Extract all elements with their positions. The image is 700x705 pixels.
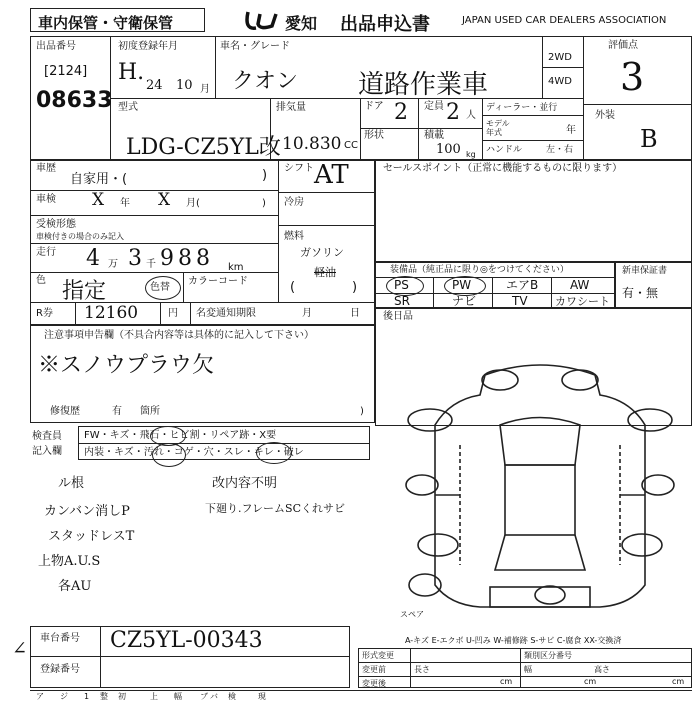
model-label: 型式: [118, 102, 138, 113]
mileage-sen-label: 千: [146, 259, 156, 270]
footer-cell-1: ア: [36, 692, 44, 701]
recycle-value: 12160: [84, 303, 139, 323]
recycle-label: R券: [36, 308, 53, 319]
registration-era: H.: [118, 60, 145, 85]
mileage-sen: 3: [128, 246, 142, 271]
after-label: 変更後: [362, 679, 386, 688]
equip-navi: ナビ: [452, 294, 477, 308]
load-label: 積載: [424, 130, 444, 141]
registration-month-suffix: 月: [200, 84, 210, 95]
length-unit: cm: [500, 677, 513, 686]
capacity-value: 2: [446, 100, 460, 125]
handle-options: 左・右: [546, 145, 574, 155]
footer-cell-5: 初: [118, 692, 126, 701]
registration-label: 初度登録年月: [118, 41, 178, 52]
warranty-label: 新車保証書: [622, 266, 668, 276]
warranty-value: 有・無: [622, 286, 659, 300]
footer-cell-3: 1: [84, 692, 90, 701]
mileage-man-label: 万: [108, 259, 118, 270]
registration-month: 10: [176, 78, 193, 93]
model-year-suffix: 年: [566, 125, 576, 136]
inspector-row-2: 内装・キズ・汚れ・コゲ・穴・スレ・キレ・破レ: [84, 447, 304, 458]
inspector-row-1: FW・キズ・飛石・ヒビ割・リペア跡・X要: [84, 430, 277, 441]
doors-value: 2: [394, 100, 408, 125]
lot-sub-number: [2124]: [44, 64, 88, 79]
equip-airbag: エアB: [506, 278, 539, 292]
vehicle-damage-diagram: [400, 355, 690, 625]
score-value: 3: [620, 55, 645, 99]
load-value: 100: [436, 142, 461, 157]
rear-items-label: 後日品: [383, 311, 413, 322]
lot-number: 08633: [36, 88, 113, 113]
dealer-label: ディーラー・並行: [486, 103, 558, 113]
inspection-month-mark: X: [158, 190, 171, 210]
hw-note-left-5: 各AU: [58, 579, 92, 594]
hw-note-left-1: ル根: [58, 476, 85, 491]
mileage-man: 4: [86, 246, 100, 271]
footer-cell-2: ジ: [60, 692, 68, 701]
equip-sr: SR: [394, 294, 410, 308]
sales-points-label: セールスポイント（正常に機能するものに限ります）: [383, 163, 623, 174]
capacity-unit: 人: [466, 110, 476, 121]
footer-cell-10: 検: [228, 692, 236, 701]
drive-4wd: 4WD: [548, 76, 572, 87]
association-name: JAPAN USED CAR DEALERS ASSOCIATION: [462, 15, 667, 26]
hw-note-right-2: 下廻り.フレームSCくれサビ: [205, 502, 346, 515]
ps-circle: [386, 276, 424, 296]
damage-legend: A-キズ E-エクボ U-凹み W-補修跡 S-サビ C-腐食 XX-交換済: [405, 636, 622, 645]
registration-number-label: 登録番号: [40, 664, 80, 675]
hw-note-left-4: 上物A.U.S: [38, 554, 101, 569]
footer-cell-8: ブ: [200, 692, 208, 701]
drive-2wd: 2WD: [548, 52, 572, 63]
equipment-label: 装備品（純正品に限り◎をつけてください）: [390, 265, 569, 275]
hw-note-right-1: 改内容不明: [212, 476, 278, 491]
shape-label: 形状: [364, 130, 384, 141]
model-year-label: モデル 年式: [486, 119, 510, 137]
footer-cell-4: 整: [100, 692, 108, 701]
history-label: 車歴: [36, 163, 56, 174]
fuel-option2: 軽油: [314, 266, 336, 279]
vehicle-name-label: 車名・グレード: [220, 41, 290, 52]
fuel-value: ガソリン: [300, 246, 344, 259]
shift-label: シフト: [284, 163, 314, 174]
accept-note: 車検付きの場合のみ記入: [36, 232, 124, 241]
hw-note-left-2: カンバン消しP: [44, 504, 130, 519]
height-label: 高さ: [594, 665, 610, 674]
pw-circle: [444, 276, 486, 296]
displacement-label: 排気量: [276, 102, 306, 113]
equip-aw: AW: [570, 278, 590, 292]
displacement-unit: CC: [344, 140, 358, 151]
capacity-label: 定員: [424, 101, 444, 112]
inspector-label-1: 検査員: [32, 431, 62, 442]
name-change-month: 月: [302, 308, 312, 319]
vehicle-grade: 道路作業車: [358, 70, 489, 100]
footer-cell-6: 上: [150, 692, 158, 701]
handle-label: ハンドル: [486, 145, 523, 155]
sales-points-box: [375, 160, 692, 262]
recycle-unit: 円: [168, 308, 178, 319]
repair-label: 修復歴: [50, 406, 80, 417]
repair-value: 有: [112, 406, 122, 417]
scribble-circle-2: [152, 443, 186, 467]
repair-location: 箇所: [140, 406, 160, 417]
name-change-label: 名変通知期限: [196, 308, 256, 319]
inspection-close: ): [262, 198, 266, 209]
fuel-label: 燃料: [284, 231, 304, 242]
history-value: 自家用・(: [70, 172, 128, 187]
storage-label: 車内保管・守衛保管: [38, 14, 174, 32]
exterior-value: B: [640, 125, 658, 153]
before-label: 変更前: [362, 665, 386, 674]
mileage-rest: 988: [160, 246, 214, 271]
notes-label: 注意事項申告欄（不具合内容等は具体的に記入して下さい）: [44, 330, 314, 341]
cooling-label: 冷房: [284, 197, 304, 208]
hand-mark: ∠: [12, 638, 28, 659]
equip-ps: PS: [394, 278, 409, 292]
displacement-value: 10.830: [282, 134, 342, 154]
inspection-year-mark: X: [92, 190, 105, 210]
width-label: 幅: [524, 665, 532, 674]
width-unit: cm: [584, 677, 597, 686]
history-close: ): [262, 168, 268, 183]
ju-logo: [242, 10, 282, 32]
mileage-label: 走行: [36, 247, 56, 258]
footer-row: [30, 690, 692, 705]
exterior-label: 外装: [595, 110, 615, 121]
length-label: 長さ: [414, 665, 430, 674]
modify-label: 形式変更: [362, 651, 394, 660]
notes-value: ※スノウプラウ欠: [38, 353, 215, 378]
shift-value: AT: [314, 160, 349, 190]
fuel-bracket: (: [290, 280, 296, 295]
vehicle-name: クオン: [232, 69, 299, 94]
inspection-label: 車検: [36, 194, 56, 205]
inspection-month-label: 月(: [186, 198, 200, 209]
doors-label: ドア: [364, 101, 384, 112]
chassis-value: CZ5YL-00343: [110, 628, 263, 653]
lot-label: 出品番号: [36, 41, 76, 52]
score-label: 評価点: [608, 40, 638, 51]
mileage-unit: km: [228, 262, 244, 273]
height-unit: cm: [672, 677, 685, 686]
scribble-circle-3: [256, 442, 292, 464]
registration-year: 24: [146, 78, 163, 93]
inspection-year-label: 年: [120, 198, 130, 209]
equip-leather: カワシート: [555, 295, 610, 308]
footer-cell-11: 現: [258, 692, 266, 701]
spare-label: スペア: [400, 610, 424, 619]
color-value: 指定: [62, 279, 107, 304]
model-value: LDG-CZ5YL改: [126, 135, 281, 160]
accept-label: 受検形態: [36, 219, 76, 230]
color-label: 色: [36, 275, 46, 286]
load-unit: kg: [466, 150, 476, 159]
repair-close: ): [360, 406, 364, 417]
hw-note-left-3: スタッドレスT: [48, 529, 135, 544]
equip-tv: TV: [512, 294, 528, 308]
brand-ja: 愛知: [285, 14, 318, 33]
chassis-label: 車台番号: [40, 633, 80, 644]
inspector-label-2: 記入欄: [32, 446, 62, 457]
color-change-label: 色替: [150, 282, 170, 293]
footer-cell-9: バ: [210, 692, 218, 701]
color-code-label: カラーコード: [188, 276, 248, 287]
form-title: 出品申込書: [340, 14, 430, 35]
name-change-day: 日: [350, 308, 360, 319]
fuel-close: ): [352, 280, 358, 295]
class-label: 類別区分番号: [524, 651, 572, 660]
footer-cell-7: 幅: [174, 692, 182, 701]
equip-pw: PW: [452, 278, 472, 292]
